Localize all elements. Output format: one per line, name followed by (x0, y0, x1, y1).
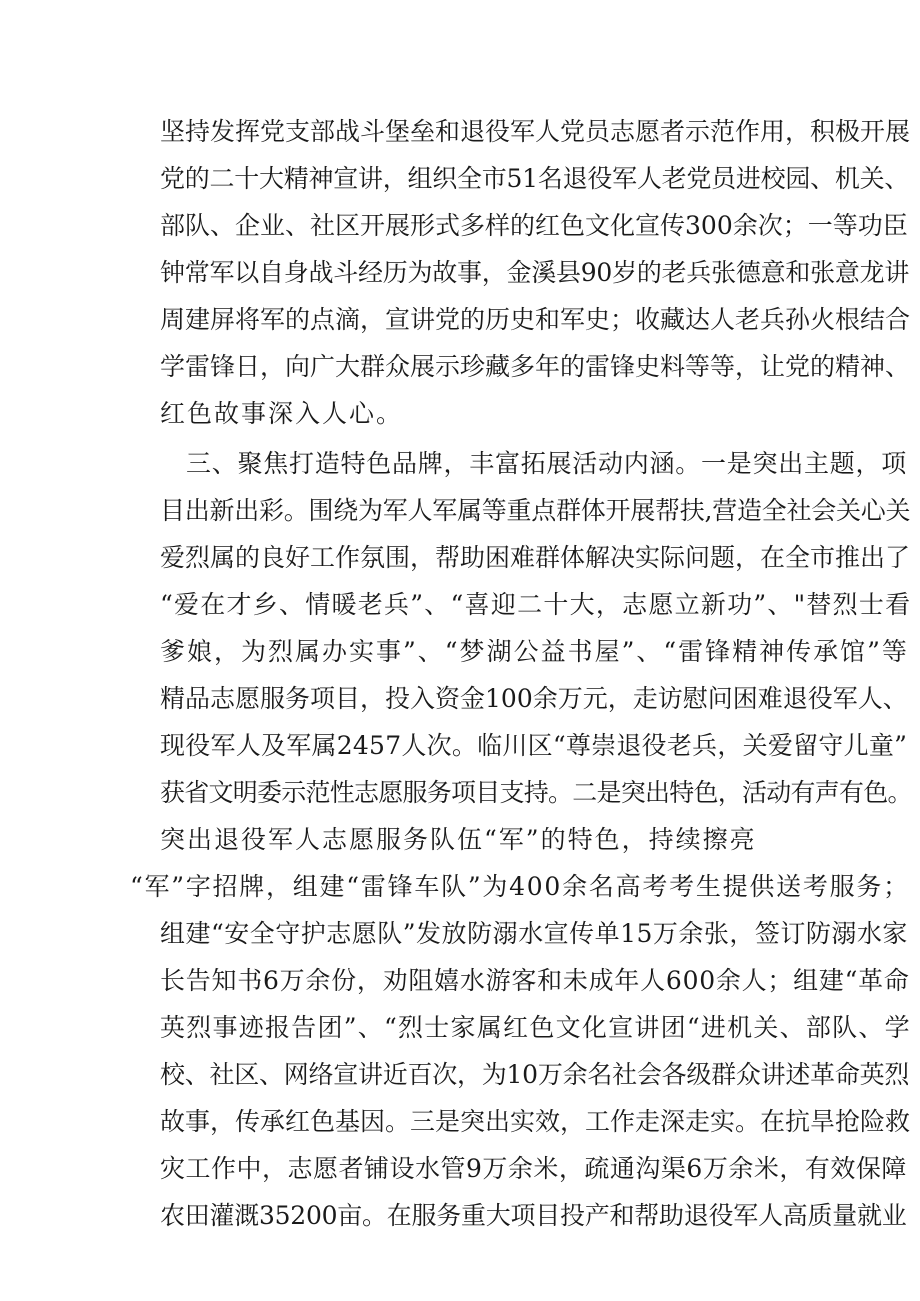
text-line: 英烈事迹报告团”、“烈士家属红色文化宣讲团“进机关、部队、学 (160, 1013, 911, 1042)
text-line: 农田灌溉35200亩。在服务重大项目投产和帮助退役军人高质量就业 (160, 1201, 907, 1230)
text-line: “爱在才乡、情暖老兵”、“喜迎二十大，志愿立新功”、"替烈士看 (160, 590, 912, 619)
text-line: 学雷锋日，向广大群众展示珍藏多年的雷锋史料等等，让党的精神、 (160, 352, 911, 381)
text-line: 部队、企业、社区开展形式多样的红色文化宣传300余次；一等功臣 (160, 211, 908, 240)
text-line: 钟常军以自身战斗经历为故事，金溪县90岁的老兵张德意和张意龙讲 (160, 258, 910, 287)
text-line: 爹娘，为烈属办实事”、“梦湖公益书屋”、“雷锋精神传承馆”等 (160, 637, 909, 666)
text-line: 红色故事深入人心。 (160, 399, 404, 428)
paragraph-heading-line: 三、聚焦打造特色品牌，丰富拓展活动内涵。一是突出主题，项 (186, 449, 908, 478)
text-line: 现役军人及军属2457人次。临川区“尊崇退役老兵，关爱留守儿童” (160, 731, 908, 760)
text-line: “军”字招牌，组建“雷锋车队”为400余名高考考生提供送考服务； (130, 872, 910, 901)
text-line: 获省文明委示范性志愿服务项目支持。二是突出特色，活动有声有色。 (160, 778, 912, 807)
text-line: 组建“安全守护志愿队”发放防溺水宣传单15万余张，签订防溺水家 (160, 919, 908, 948)
text-line: 校、社区、网络宣讲近百次，为10万余名社会各级群众讲述革命英烈 (160, 1060, 910, 1089)
text-line: 故事，传承红色基因。三是突出实效，工作走深走实。在抗旱抢险救 (160, 1107, 911, 1136)
text-line: 突出退役军人志愿服务队伍“军”的特色，持续擦亮 (160, 825, 757, 854)
text-line: 坚持发挥党支部战斗堡垒和退役军人党员志愿者示范作用，积极开展 (160, 117, 911, 146)
text-line: 目出新出彩。围绕为军人军属等重点群体开展帮扶,营造全社会关心关 (160, 496, 911, 525)
text-line: 长告知书6万余份，劝阻嬉水游客和未成年人600余人；组建“革命 (160, 966, 910, 995)
text-line: 周建屏将军的点滴，宣讲党的历史和军史；收藏达人老兵孙火根结合 (160, 305, 911, 334)
text-line: 精品志愿服务项目，投入资金100余万元，走访慰问困难退役军人、 (160, 684, 908, 713)
text-line: 爱烈属的良好工作氛围，帮助困难群体解决实际问题，在全市推出了 (160, 543, 911, 572)
text-line: 党的二十大精神宣讲，组织全市51名退役军人老党员进校园、机关、 (160, 164, 910, 193)
text-line: 灾工作中，志愿者铺设水管9万余米，疏通沟渠6万余米，有效保障 (160, 1154, 907, 1183)
